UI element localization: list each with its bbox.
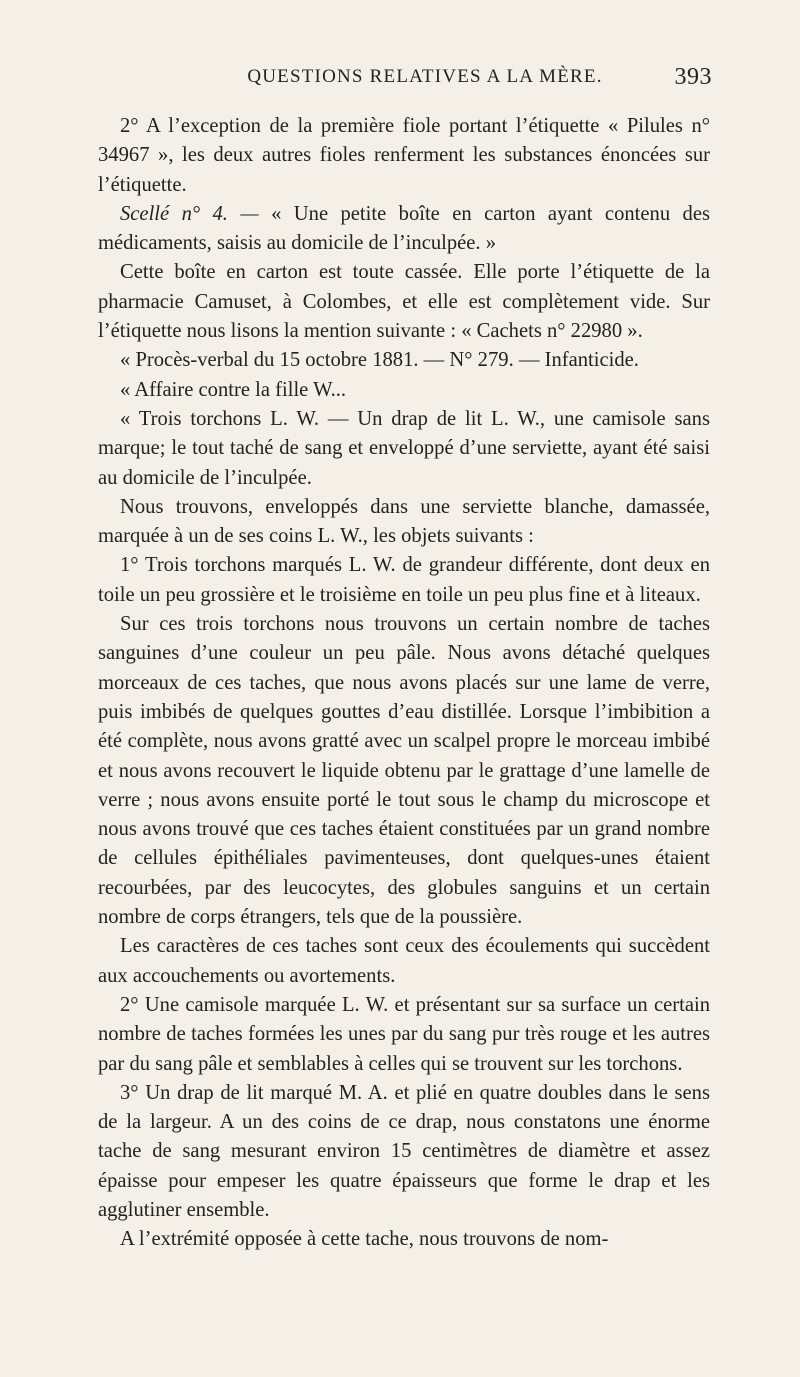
scelle-4-text: « Une petite boîte en carton ayant contenu des médicaments, saisis au domicile de l’inculpée. »: [98, 202, 710, 255]
paragraph-trois-torchons: « Trois torchons L. W. — Un drap de lit L. W., une camisole sans marque; le tout taché de sang et enveloppé d’une serviette, ayant été saisi au domicile de l’inculpée.: [98, 407, 710, 489]
paragraph-scelle-4: [98, 200, 710, 259]
page-number: 393: [674, 64, 712, 90]
paragraph-extremite: A l’extrémité opposée à cette tache, nous trouvons de nom-: [120, 1228, 609, 1251]
paragraph-fioles: 2° A l’exception de la première fiole portant l’étiquette « Pilules n° 34967 », les deux autres fioles renferment les substances énoncées sur l’étiquette.: [98, 115, 710, 196]
scelle-label: Scellé n° 4. —: [120, 202, 259, 225]
page-body: [98, 112, 710, 1255]
paragraph-affaire: « Affaire contre la fille W...: [120, 378, 347, 401]
paragraph-item-3: 3° Un drap de lit marqué M. A. et plié en quatre doubles dans le sens de la largeur. A un des coins de ce drap, nous constatons une énorme tache de sang mesurant environ 15 centimètres de diamètre et assez épaisse pour empeser les quatre épaisseurs que forme le drap et les agglutiner ensemble.: [98, 1081, 710, 1221]
paragraph-taches: Sur ces trois torchons nous trouvons un certain nombre de taches sanguines d’une couleur un peu pâle. Nous avons détaché quelques morceaux de ces taches, que nous avons placés sur une lame de verre, puis imbibés de quelques gouttes d’eau distillée. Lorsque l’imbibition a été complète, nous avons gratté avec un scalpel propre le morceau imbibé et nous avons recouvert le liquide obtenu par le grattage d’une lamelle de verre ; nous avons ensuite porté le tout sous le champ du microscope et nous avons trouvé que ces taches étaient constituées par un grand nombre de cellules épithéliales pavimenteuses, dont quelques-unes étaient recourbées, par des leucocytes, des globules sanguins et un certain nombre de corps étrangers, tels que de la poussière.: [98, 613, 710, 929]
paragraph-caracteres: Les caractères de ces taches sont ceux des écoulements qui succèdent aux accouchements ou avortements.: [98, 935, 710, 987]
paragraph-item-2: 2° Une camisole marquée L. W. et présentant sur sa surface un certain nombre de taches formées les unes par du sang pur très rouge et les autres par du sang pâle et semblables à celles qui se trouvent sur les torchons.: [98, 993, 710, 1075]
paragraph-serviette: Nous trouvons, enveloppés dans une serviette blanche, damassée, marquée à un de ses coins L. W., les objets suivants :: [98, 495, 710, 548]
paragraph-boite: Cette boîte en carton est toute cassée. Elle porte l’étiquette de la pharmacie Camuset, à Colombes, et elle est complètement vide. Sur l’étiquette nous lisons la mention suivante : « Cachets n° 22980 ».: [98, 261, 710, 343]
paragraph-proces-verbal: « Procès-verbal du 15 octobre 1881. — N° 279. — Infanticide.: [120, 349, 639, 372]
paragraph-item-1: 1° Trois torchons marqués L. W. de grandeur différente, dont deux en toile un peu grossière et le troisième en toile un peu plus fine et à liteaux.: [98, 554, 710, 606]
running-title: QUESTIONS RELATIVES A LA MÈRE.: [247, 66, 603, 87]
